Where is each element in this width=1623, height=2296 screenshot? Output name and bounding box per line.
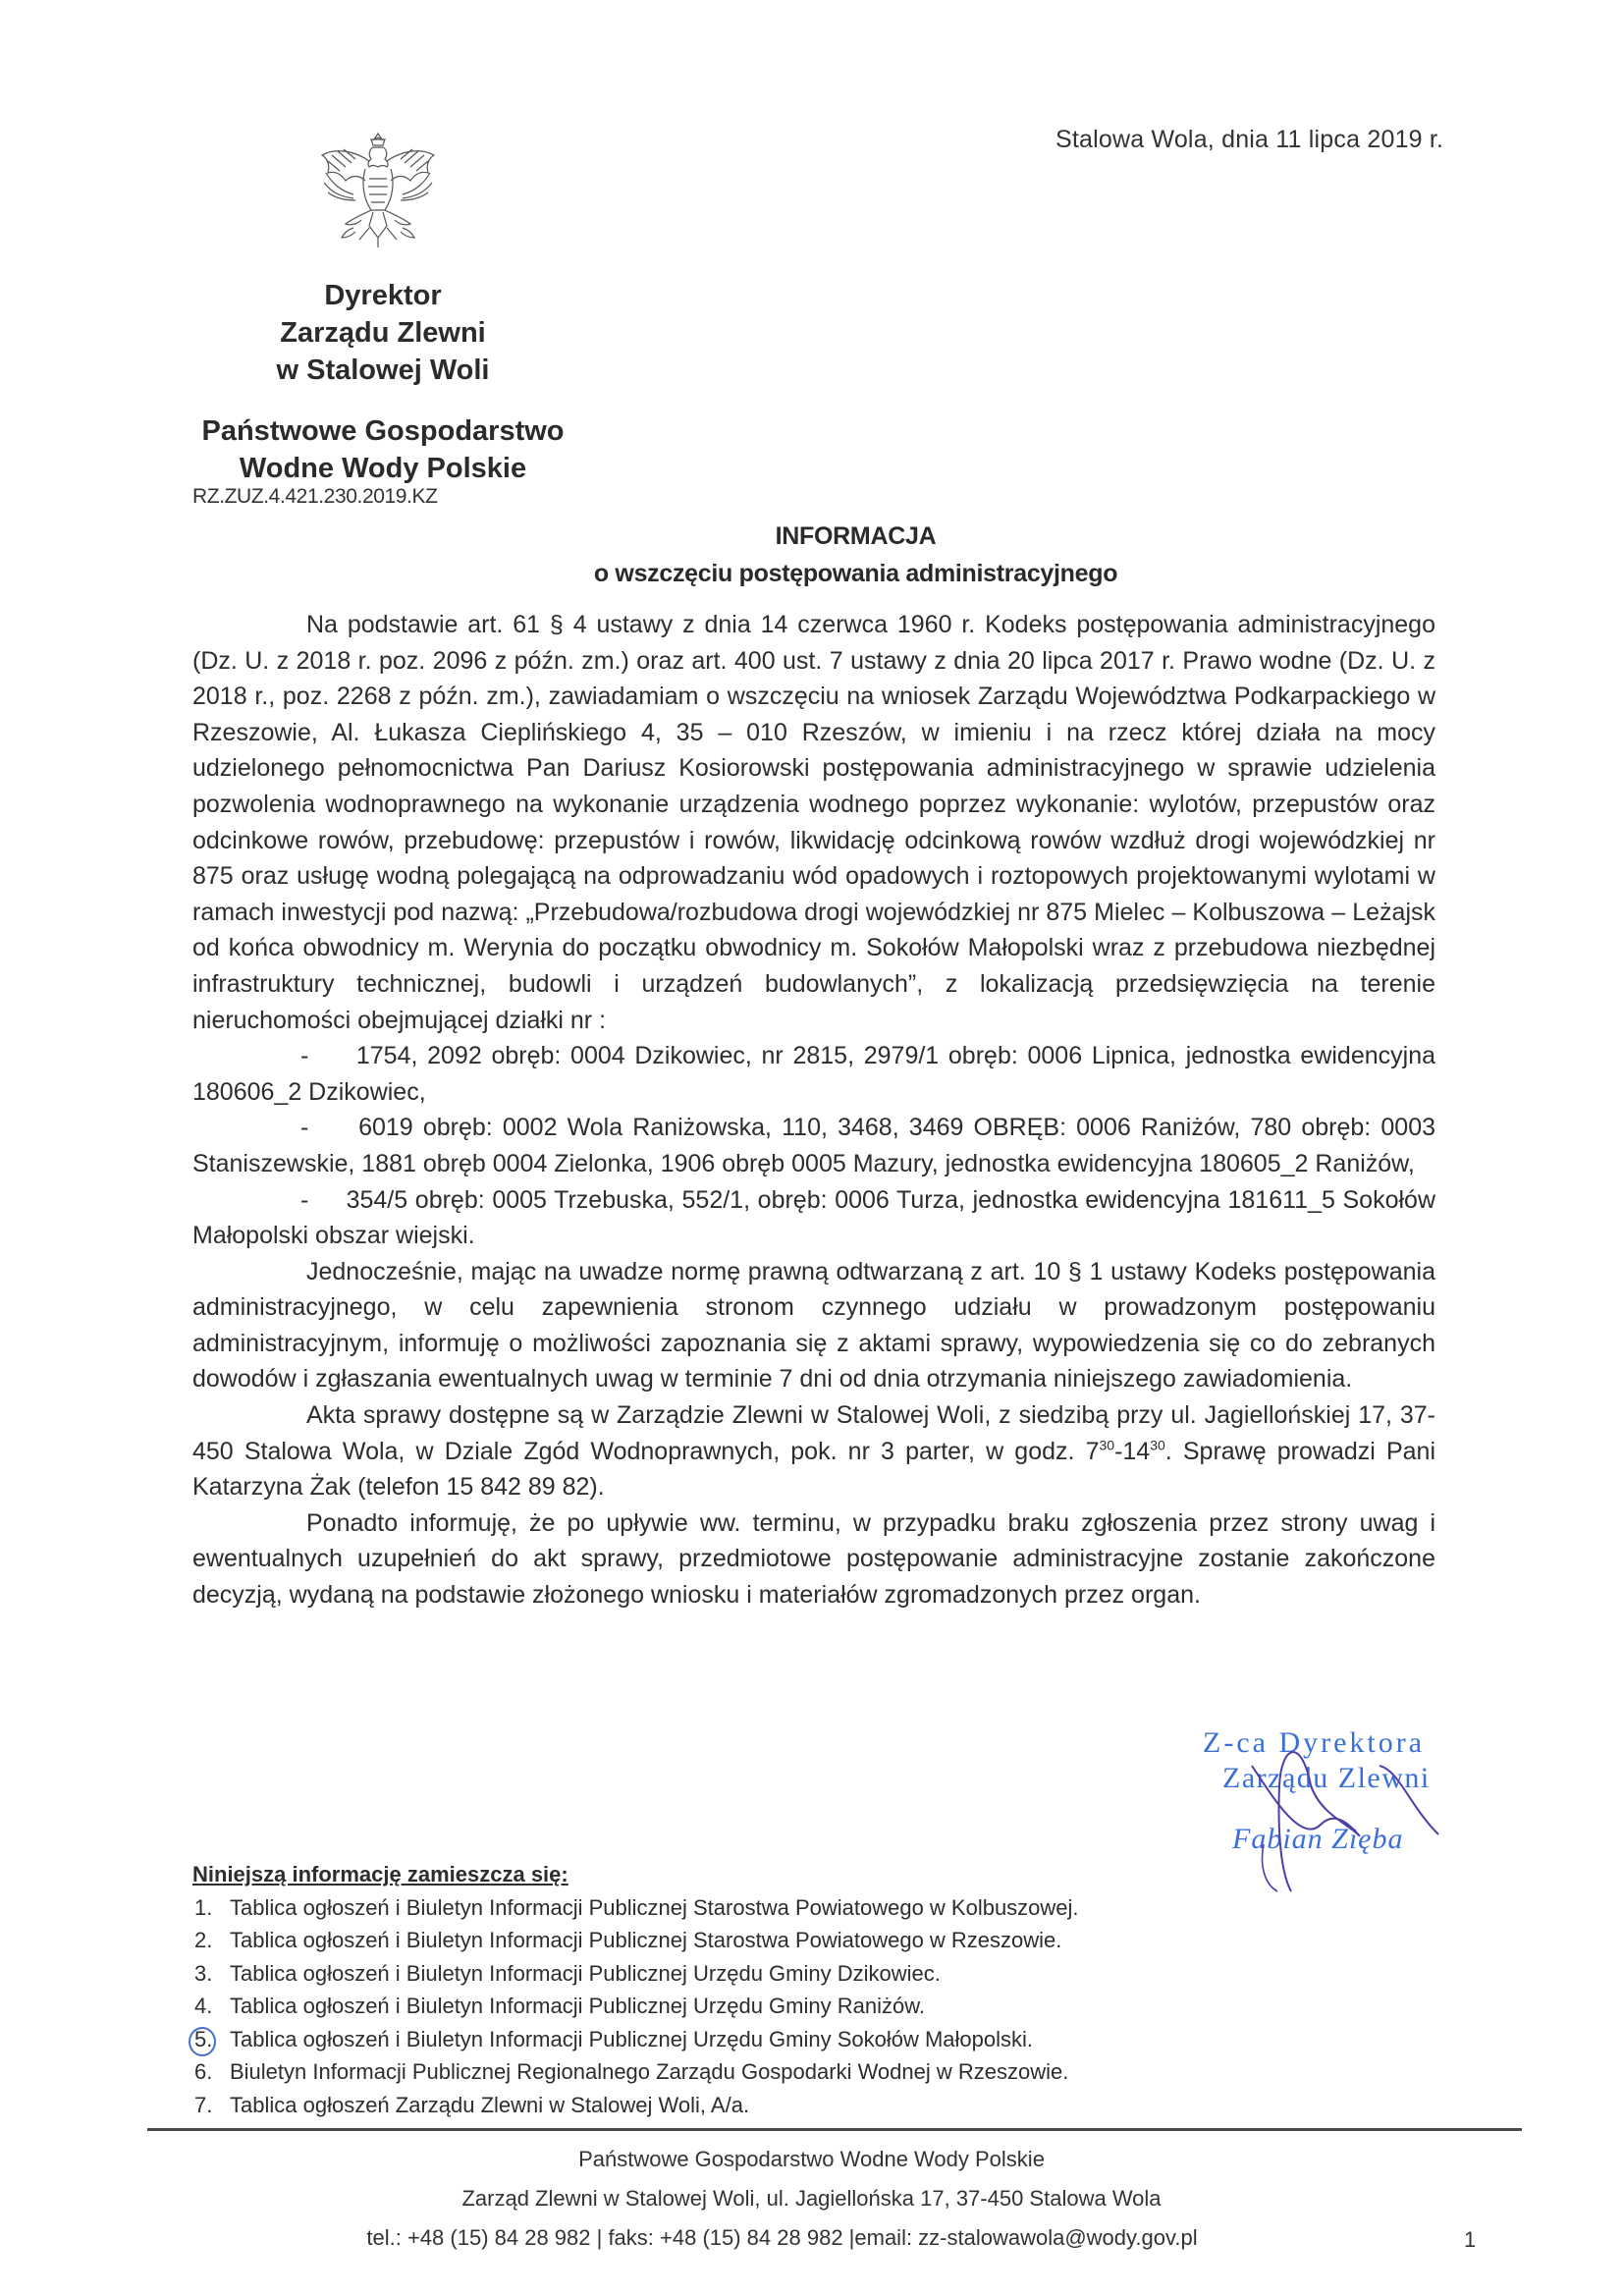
footer-divider xyxy=(147,2128,1522,2131)
case-files-text: Akta sprawy dostępne są w Zarządzie Zlewni w Stalowej Woli, z siedzibą przy ul. Jagiellońskiej 17, 37-450 Stalowa Wola, w Dziale Zgód Wodnoprawnych, pok. nr 3 parter, w godz. 7 xyxy=(192,1401,1435,1465)
distribution-item xyxy=(192,1891,1079,1925)
distribution-item xyxy=(192,2089,1079,2122)
paragraph-closing: Ponadto informuję, że po upływie ww. terminu, w przypadku braku zgłoszenia przez strony uwag i ewentualnych uzupełnień do akt sprawy, przedmiotowe postępowanie administracyjne zostanie zakończone decyzją, wydaną na podstawie złożonego wniosku i materiałów zgromadzonych przez organ. xyxy=(192,1508,1435,1610)
item-text: Tablica ogłoszeń Zarządu Zlewni w Stalowej Woli, A/a. xyxy=(230,2092,750,2117)
document-title: INFORMACJA xyxy=(775,522,937,550)
plot-list-item xyxy=(192,1110,1435,1181)
item-text: Biuletyn Informacji Publicznej Regionalnego Zarządu Gospodarki Wodnej w Rzeszowie. xyxy=(230,2059,1069,2084)
plot-list-item xyxy=(192,1182,1435,1254)
plot-text: 1754, 2092 obręb: 0004 Dzikowiec, nr 2815, 2979/1 obręb: 0006 Lipnica, jednostka ewidencyjna 180606_2 Dzikowiec, xyxy=(192,1042,1435,1106)
case-officer-text: . Sprawę prowadzi Pani Katarzyna Żak (telefon 15 842 89 82). xyxy=(192,1437,1435,1502)
document-body xyxy=(192,607,1435,1613)
item-number: 1. xyxy=(194,1894,213,1920)
list-dash: - xyxy=(300,1114,309,1142)
item-text: Tablica ogłoszeń i Biuletyn Informacji Publicznej Starostwa Powiatowego w Rzeszowie. xyxy=(230,1928,1062,1952)
document-subtitle: o wszczęciu postępowania administracyjnego xyxy=(593,560,1118,587)
org-line: Państwowe Gospodarstwo xyxy=(201,415,565,447)
stamp-title: Z-ca Dyrektora xyxy=(1203,1726,1426,1759)
distribution-item xyxy=(192,2055,1079,2089)
paragraph-legal-basis: Na podstawie art. 61 § 4 ustawy z dnia 14 czerwca 1960 r. Kodeks postępowania administracyjnego (Dz. U. z 2018 r. poz. 2096 z późn. zm.) oraz art. 400 ust. 7 ustawy z dnia 20 lipca 2017 r. Prawo wodne (Dz. U. z 2018 r., poz. 2268 z późn. zm.), zawiadamiam o wszczęciu na wniosek Zarządu Województwa Podkarpackiego w Rzeszowie, Al. Łukasza Cieplińskiego 4, 35 – 010 Rzeszów, w imieniu i na rzecz której działa na mocy udzielonego pełnomocnictwa Pan Dariusz Kosiorowski postępowania administracyjnego w sprawie udzielenia pozwolenia wodnoprawnego na wykonanie urządzenia wodnego poprzez wykonanie: wylotów, przepustów oraz odcinkowe rowów, przebudowę: przepustów i rowów, likwidację odcinkową rowów wzdłuż drogi wojewódzkiej nr 875 oraz usługę wodną polegającą na odprowadzaniu wód opadowych i roztopowych projektowanymi wylotami w ramach inwestycji pod nazwą: „Przebudowa/rozbudowa drogi wojewódzkiej nr 875 Mielec – Kolbuszowa – Leżajsk od końca obwodnicy m. Werynia do początku obwodnicy m. Sokołów Małopolski wraz z przebudowa niezbędnej infrastruktury technicznej, budowli i urządzeń budowlanych”, z lokalizacją przedsięwzięcia na terenie nieruchomości obejmującej działki nr : xyxy=(192,611,1435,1034)
item-number: 4. xyxy=(194,1994,213,2018)
signature-stamp xyxy=(1203,1726,1488,1893)
distribution-list xyxy=(192,1858,1079,2121)
polish-eagle-emblem-icon xyxy=(314,126,442,253)
authority-line: w Stalowej Woli xyxy=(276,355,490,386)
hours-end-minutes: 30 xyxy=(1150,1437,1165,1453)
issuing-authority xyxy=(187,277,579,389)
paragraph-case-files xyxy=(192,1397,1435,1505)
footer-contact: tel.: +48 (15) 84 28 982 | faks: +48 (15) 84 28 982 |email: zz-stalowawola@wody.gov.pl xyxy=(366,2225,1198,2250)
item-number: 7. xyxy=(194,2092,213,2117)
distribution-item xyxy=(192,1990,1079,2023)
org-line: Wodne Wody Polskie xyxy=(239,453,527,484)
authority-line: Dyrektor xyxy=(324,280,442,311)
footer-organization: Państwowe Gospodarstwo Wodne Wody Polskie xyxy=(578,2147,1045,2171)
item-text: Tablica ogłoszeń i Biuletyn Informacji Publicznej Starostwa Powiatowego w Kolbuszowej. xyxy=(230,1894,1079,1920)
item-number: 6. xyxy=(194,2059,213,2084)
reference-number: RZ.ZUZ.4.421.230.2019.KZ xyxy=(192,485,438,508)
item-text: Tablica ogłoszeń i Biuletyn Informacji Publicznej Urzędu Gminy Raniżów. xyxy=(230,1994,925,2018)
hours-dash: -14 xyxy=(1114,1437,1151,1465)
page-number: 1 xyxy=(1464,2227,1477,2252)
plot-text: 354/5 obręb: 0005 Trzebuska, 552/1, obręb: 0006 Turza, jednostka ewidencyjna 181611_5 Sokołów Małopolski obszar wiejski. xyxy=(192,1185,1435,1250)
item-number: 3. xyxy=(194,1960,213,1986)
list-dash: - xyxy=(300,1185,309,1214)
item-text: Tablica ogłoszeń i Biuletyn Informacji Publicznej Urzędu Gminy Sokołów Małopolski. xyxy=(230,2026,1034,2051)
list-dash: - xyxy=(300,1042,309,1070)
hours-start-minutes: 30 xyxy=(1099,1437,1115,1453)
plot-list-item xyxy=(192,1038,1435,1110)
distribution-heading: Niniejszą informację zamieszcza się: xyxy=(192,1862,568,1886)
stamp-name: Fabian Zięba xyxy=(1232,1823,1404,1855)
item-number: 2. xyxy=(194,1928,213,1952)
item-text: Tablica ogłoszeń i Biuletyn Informacji Publicznej Urzędu Gminy Dzikowiec. xyxy=(230,1960,941,1986)
paragraph-party-rights: Jednocześnie, mając na uwadze normę prawną odtwarzaną z art. 10 § 1 ustawy Kodeks postępowania administracyjnego, w celu zapewnienia stronom czynnego udziału w prowadzonym postępowaniu administracyjnym, informuję o możliwości zapoznania się z aktami sprawy, wypowiedzenia się co do zebranych dowodów i zgłaszania ewentualnych uwag w terminie 7 dni od dnia otrzymania niniejszego zawiadomienia. xyxy=(192,1257,1435,1394)
distribution-item xyxy=(192,1924,1079,1957)
stamp-office: Zarządu Zlewni xyxy=(1222,1762,1431,1794)
plot-text: 6019 obręb: 0002 Wola Raniżowska, 110, 3468, 3469 OBRĘB: 0006 Raniżów, 780 obręb: 0003 Staniszewskie, 1881 obręb 0004 Zielonka, 1906 obręb 0005 Mazury, jednostka ewidencyjna 180605_2 Raniżów, xyxy=(192,1114,1436,1177)
distribution-item xyxy=(192,1957,1079,1991)
handwritten-signature-icon xyxy=(1203,1726,1488,1893)
footer-address: Zarząd Zlewni w Stalowej Woli, ul. Jagiellońska 17, 37-450 Stalowa Wola xyxy=(461,2186,1162,2211)
place-date: Stalowa Wola, dnia 11 lipca 2019 r. xyxy=(1055,126,1444,153)
authority-line: Zarządu Zlewni xyxy=(280,317,486,349)
distribution-item xyxy=(192,2023,1079,2056)
item-number: 5. xyxy=(194,2026,213,2051)
organization-name xyxy=(177,412,589,487)
